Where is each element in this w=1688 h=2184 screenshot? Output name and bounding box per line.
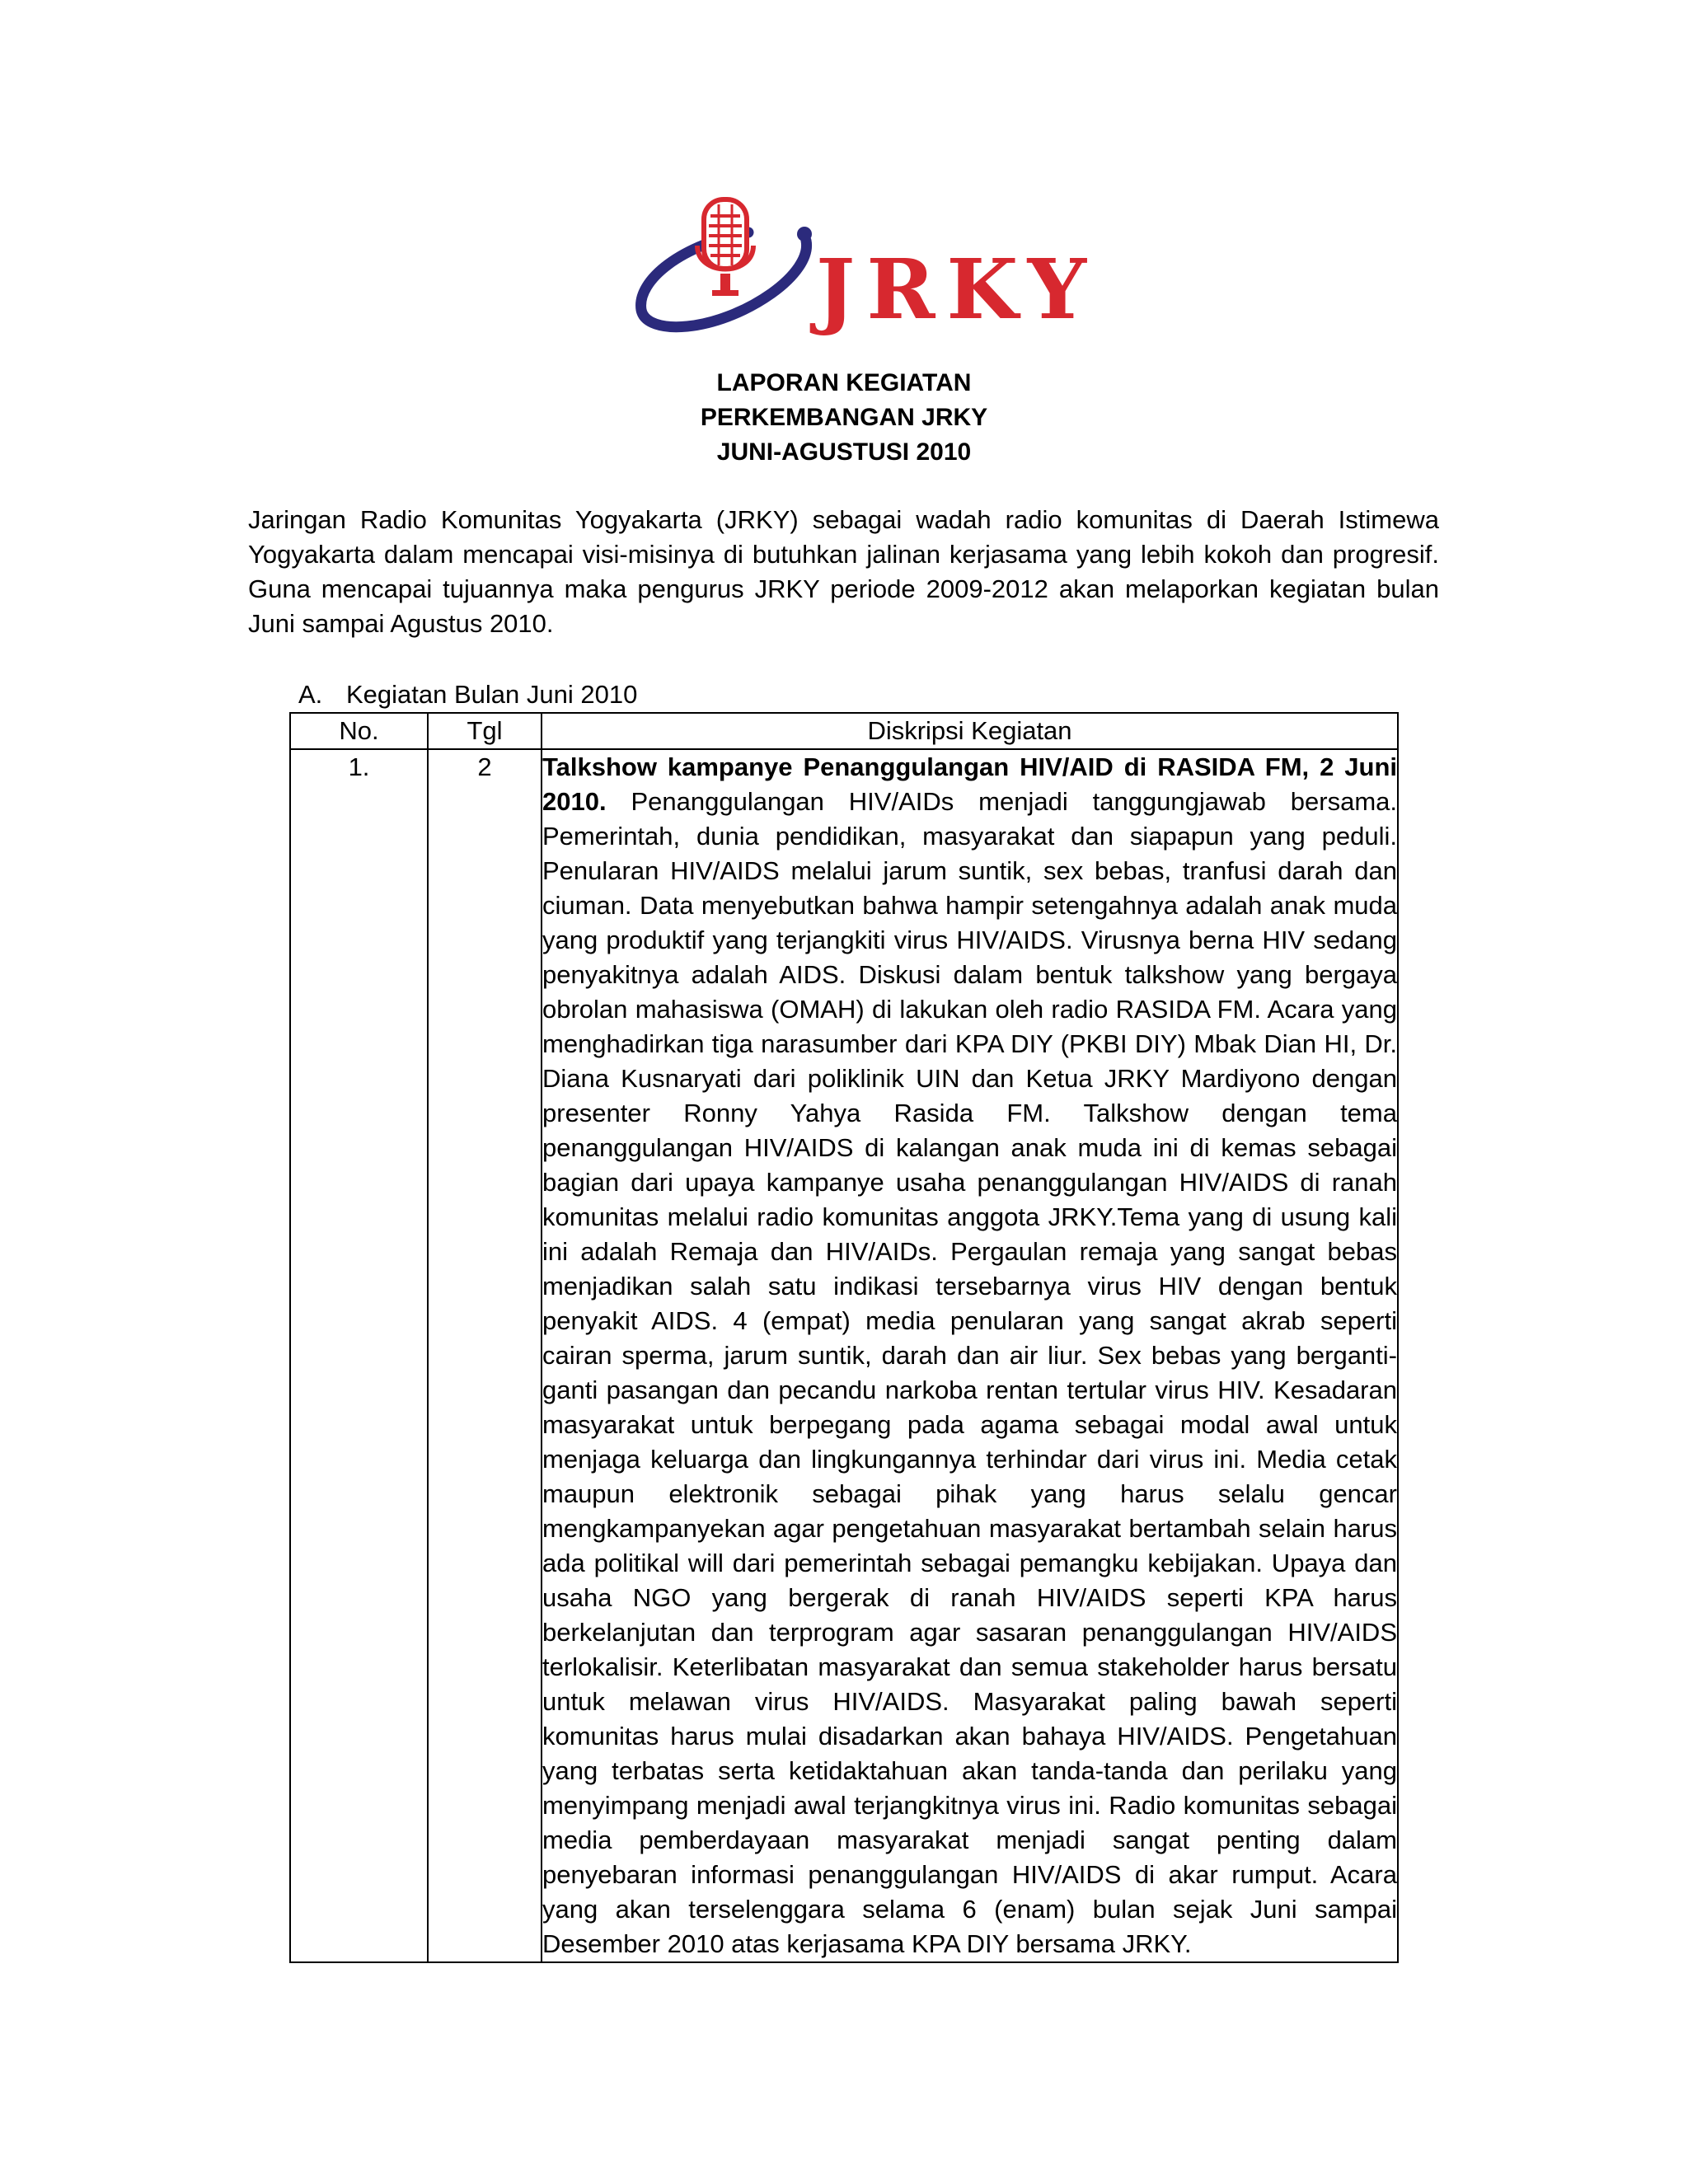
row-tgl: 2: [428, 749, 542, 1962]
orbit-dot-icon: [797, 227, 812, 241]
microphone-icon: [697, 199, 753, 296]
row-description: [542, 749, 1398, 1962]
section-heading: [298, 677, 637, 712]
table-row: [290, 749, 1398, 1962]
section-letter: A.: [298, 680, 323, 709]
intro-paragraph: Jaringan Radio Komunitas Yogyakarta (JRKY) sebagai wadah radio komunitas di Daerah Istimewa Yogyakarta dalam mencapai visi-misinya di butuhkan jalinan kerjasama yang lebih kokoh dan progresif. Guna mencapai tujuannya maka pengurus JRKY periode 2009-2012 akan melaporkan kegiatan bulan Juni sampai Agustus 2010.: [248, 505, 1439, 638]
jrky-logo: [633, 194, 1099, 338]
header-no: No.: [290, 713, 428, 749]
table-header-row: [290, 713, 1398, 749]
row-description-body: Penanggulangan HIV/AIDs menjadi tanggungjawab bersama. Pemerintah, dunia pendidikan, masyarakat dan siapapun yang peduli. Penularan HIV/AIDS melalui jarum suntik, sex bebas, tranfusi darah dan ciuman. Data menyebutkan bahwa hampir setengahnya adalah anak muda yang produktif yang terjangkiti virus HIV/AIDS. Virusnya berna HIV sedang penyakitnya adalah AIDS. Diskusi dalam bentuk talkshow yang bergaya obrolan mahasiswa (OMAH) di lakukan oleh radio RASIDA FM. Acara yang menghadirkan tiga narasumber dari KPA DIY (PKBI DIY) Mbak Dian HI, Dr. Diana Kusnaryati dari poliklinik UIN dan Ketua JRKY Mardiyono dengan presenter Ronny Yahya Rasida FM. Talkshow dengan tema penanggulangan HIV/AIDS di kalangan anak muda ini di kemas sebagai bagian dari upaya kampanye usaha penanggulangan HIV/AIDS di ranah komunitas melalui radio komunitas anggota JRKY.Tema yang di usung kali ini adalah Remaja dan HIV/AIDs. Pergaulan remaja yang sangat bebas menjadikan salah satu indikasi tersebarnya virus HIV dengan bentuk penyakit AIDS. 4 (empat) media penularan yang sangat akrab seperti cairan sperma, jarum suntik, darah dan air liur. Sex bebas yang berganti-ganti pasangan dan pecandu narkoba rentan tertular virus HIV. Kesadaran masyarakat untuk berpegang pada agama sebagai modal awal untuk menjaga keluarga dan lingkungannya terhindar dari virus ini. Media cetak maupun elektronik sebagai pihak yang harus selalu gencar mengkampanyekan agar pengetahuan masyarakat bertambah selain harus ada politikal will dari pemerintah sebagai pemangku kebijakan. Upaya dan usaha NGO yang bergerak di ranah HIV/AIDS seperti KPA harus berkelanjutan dan terprogram agar sasaran penanggulangan HIV/AIDS terlokalisir. Keterlibatan masyarakat dan semua stakeholder harus bersatu untuk melawan virus HIV/AIDS. Masyarakat paling bawah seperti komunitas harus mulai disadarkan akan bahaya HIV/AIDS. Pengetahuan yang terbatas serta ketidaktahuan akan tanda-tanda dan perilaku yang menyimpang menjadi awal terjangkitnya virus ini. Radio komunitas sebagai media pemberdayaan masyarakat menjadi sangat penting dalam penyebaran informasi penanggulangan HIV/AIDS di akar rumput. Acara yang akan terselenggara selama 6 (enam) bulan sejak Juni sampai Desember 2010 atas kerjasama KPA DIY bersama JRKY.: [542, 787, 1397, 1958]
title-line-2: PERKEMBANGAN JRKY: [700, 404, 988, 431]
row-no: 1.: [290, 749, 428, 1962]
title-line-3: JUNI-AGUSTUSI 2010: [716, 438, 972, 466]
jrky-logo-graphic: [633, 194, 1099, 338]
logo-wordmark: JRKY: [816, 241, 1099, 338]
activities-table: [289, 712, 1399, 1963]
header-tgl: Tgl: [428, 713, 542, 749]
row-description-lead: Talkshow kampanye Penanggulangan HIV/AID di RASIDA FM, 2 Juni 2010.: [542, 752, 1397, 816]
section-title: Kegiatan Bulan Juni 2010: [346, 680, 638, 709]
header-description: Diskripsi Kegiatan: [542, 713, 1398, 749]
title-line-1: LAPORAN KEGIATAN: [716, 369, 972, 396]
report-title: [0, 366, 1688, 470]
